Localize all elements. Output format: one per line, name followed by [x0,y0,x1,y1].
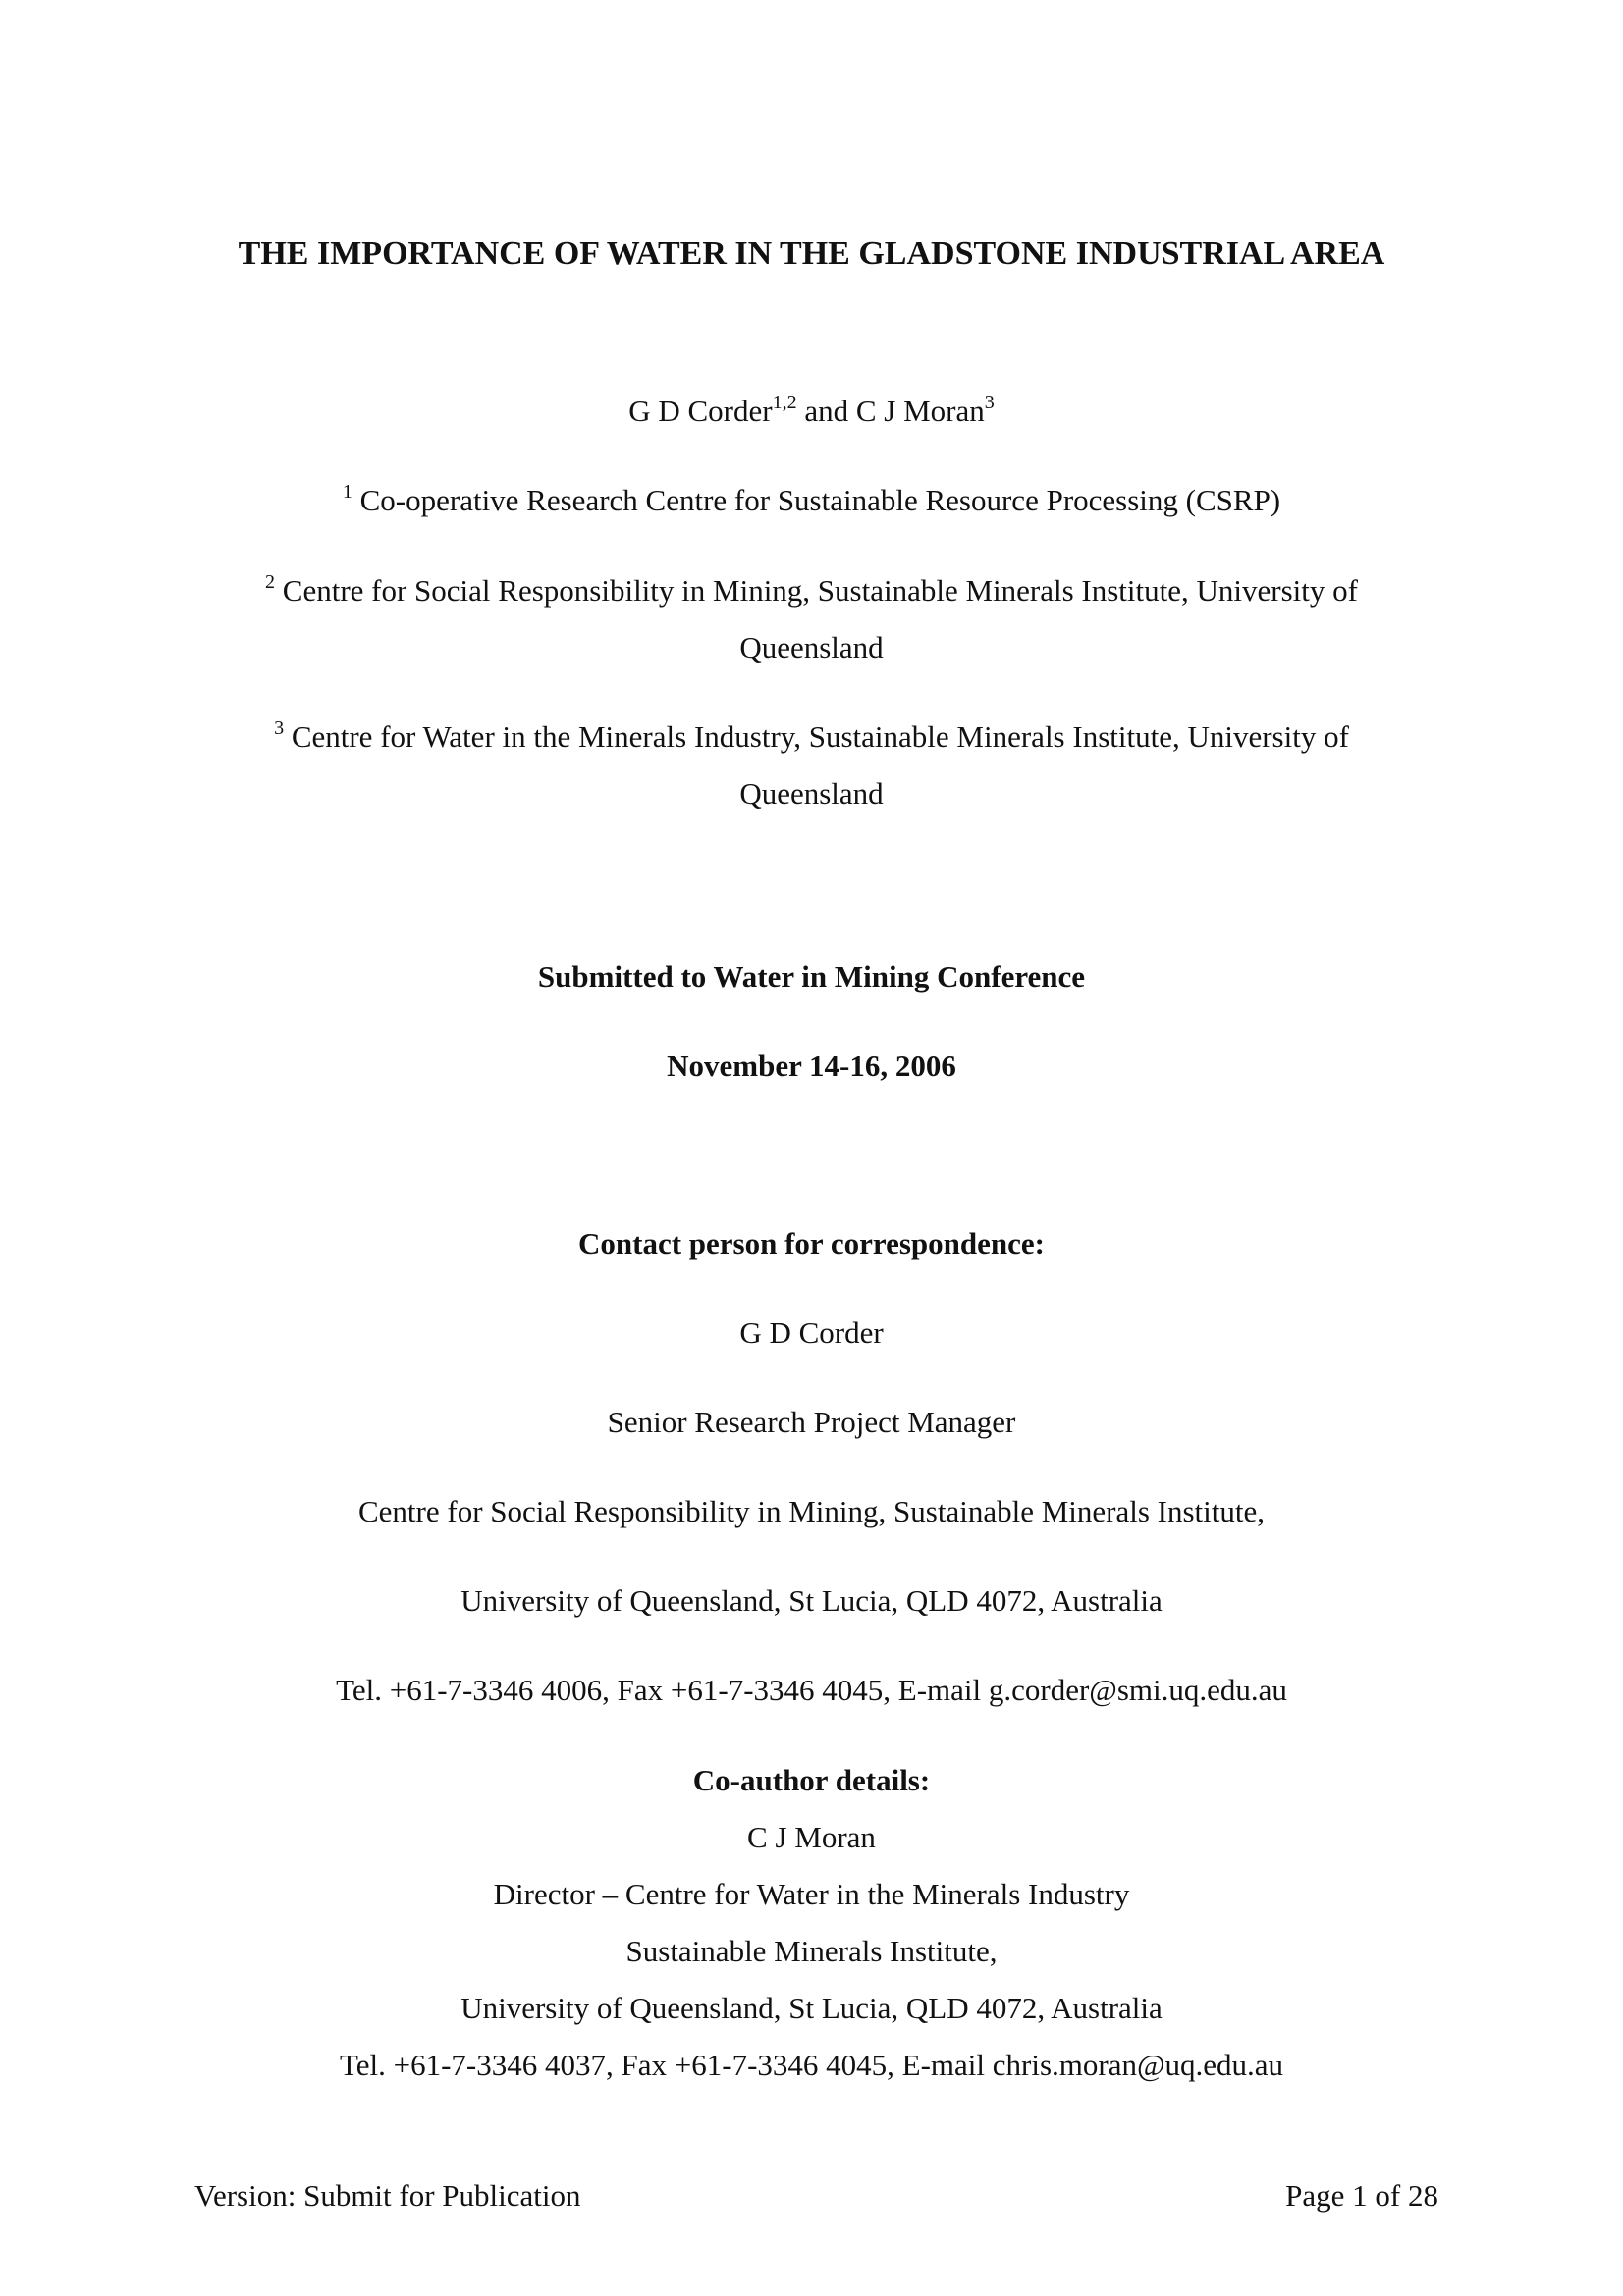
affiliation-2-number: 2 [265,570,276,593]
coauthor-address: University of Queensland, St Lucia, QLD 4072, Australia [460,1991,1163,2025]
affiliation-3 [211,709,1412,823]
submission-line: Submitted to Water in Mining Conference [537,959,1086,993]
author-1-name: G D Corder [628,394,773,428]
author-2-name: C J Moran [855,394,985,428]
affiliation-1-text: Co-operative Research Centre for Sustainable Resource Processing (CSRP) [359,483,1281,517]
contact-heading: Contact person for correspondence: [578,1226,1045,1260]
affiliation-3-text: Centre for Water in the Minerals Industry, Sustainable Minerals Institute, University of Queensland [291,720,1349,811]
coauthor-heading: Co-author details: [692,1763,931,1797]
contact-organization: Centre for Social Responsibility in Mining, Sustainable Minerals Institute, [357,1494,1265,1528]
author-line [196,393,1427,429]
coauthor-phone-email: Tel. +61-7-3346 4037, Fax +61-7-3346 4045, E-mail chris.moran@uq.edu.au [339,2048,1284,2082]
paper-title: THE IMPORTANCE OF WATER IN THE GLADSTONE INDUSTRIAL AREA [238,236,1385,272]
submission-date: November 14-16, 2006 [667,1048,956,1083]
author-1-superscript: 1,2 [772,391,797,413]
contact-address: University of Queensland, St Lucia, QLD 4072, Australia [460,1583,1163,1618]
footer-version: Version: Submit for Publication [194,2178,581,2213]
author-2-superscript: 3 [984,391,995,413]
coauthor-role: Director – Centre for Water in the Minerals Industry [493,1877,1130,1911]
affiliation-1 [196,482,1427,518]
affiliation-2-text: Centre for Social Responsibility in Mining, Sustainable Minerals Institute, University of Queensland [282,573,1358,665]
contact-role: Senior Research Project Manager [607,1405,1016,1439]
coauthor-institute: Sustainable Minerals Institute, [625,1934,998,1968]
author-conjunction: and [796,394,856,428]
coauthor-name: C J Moran [747,1820,876,1854]
contact-phone-email: Tel. +61-7-3346 4006, Fax +61-7-3346 4045, E-mail g.corder@smi.uq.edu.au [336,1673,1287,1707]
footer-page-number: Page 1 of 28 [1285,2178,1438,2213]
affiliation-2 [211,562,1412,676]
affiliation-1-number: 1 [342,480,352,503]
contact-name: G D Corder [739,1315,884,1350]
affiliation-3-number: 3 [274,717,285,739]
